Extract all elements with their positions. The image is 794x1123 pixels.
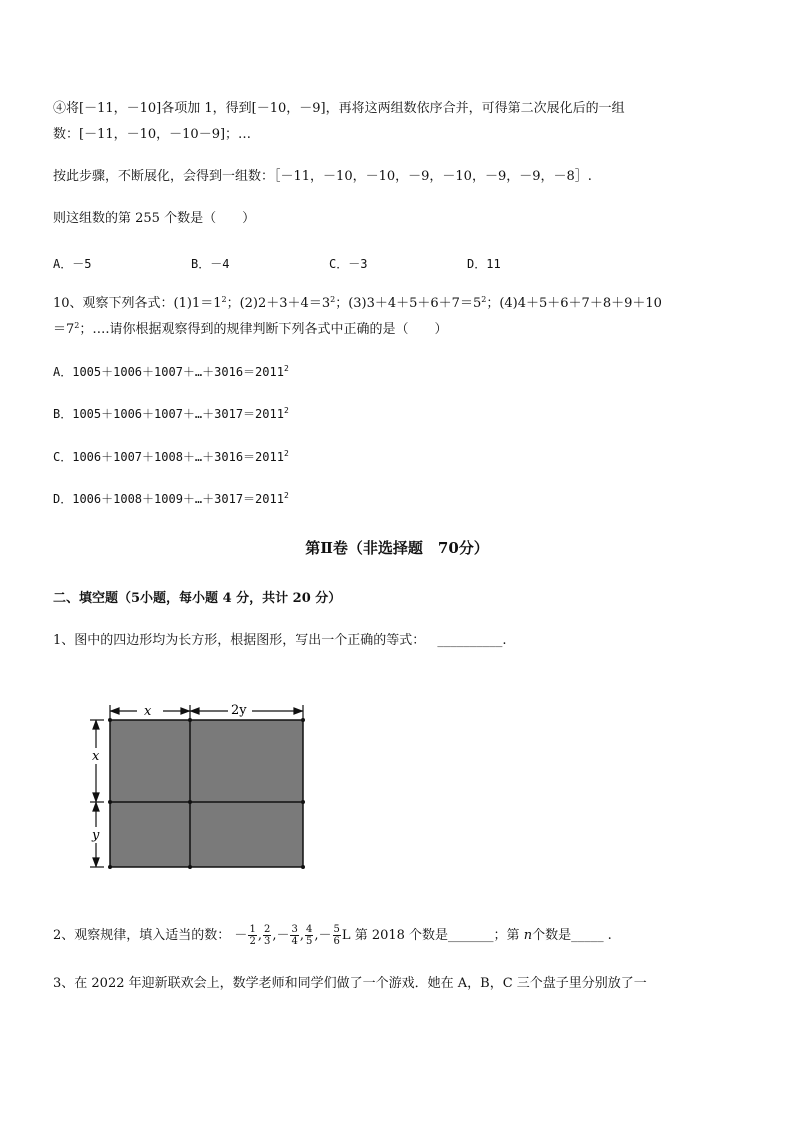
fill-question-2 [53, 924, 612, 947]
fill-question-1 [53, 632, 507, 650]
q9-option-c: C．－3 [329, 257, 368, 271]
fq2-blank-1: _______ [448, 928, 494, 943]
left-dimension-arrows [90, 720, 104, 867]
label-2y-top: 2y [231, 703, 247, 718]
fill-question-3: 3、在 2022 年迎新联欢会上，数学老师和同学们做了一个游戏．她在 A，B，C 三个盘子里分别放了一 [53, 976, 647, 991]
q10-option-c: C．$1006+1007+1008+\dots+3016=2011^2$ [53, 449, 289, 464]
q9-line-4: 则这组数的第 255 个数是（ ） [53, 211, 256, 226]
q10-text-a: 10、观察下列各式：(1)1＝1 [53, 296, 222, 311]
label-x-left: x [92, 749, 100, 764]
fraction-3: $\frac{3}{4}$ [291, 924, 298, 947]
fq2-prefix: 2、观察规律，填入适当的数： [53, 928, 231, 943]
q9-option-a: A．－5 [53, 257, 92, 271]
fraction-sequence: － $\frac{1}{2}$ , $\frac{2}{3}$ ,－ $\frac{3}{4}$ , $\frac{4}{5}$ ,－ $\frac{5}{6}$ L [234, 924, 351, 947]
label-x-top: x [144, 704, 152, 719]
q10-text-f: ；….请你根据观察得到的规律判断下列各式中正确的是（ ） [79, 322, 448, 337]
label-y-left: y [92, 828, 100, 843]
fraction-4: $\frac{4}{5}$ [306, 924, 313, 947]
fraction-1: $\frac{1}{2}$ [249, 924, 256, 947]
q10-sup: 2 [330, 295, 336, 304]
section-heading: 二、填空题（5小题，每小题 4 分，共计 20 分） [53, 591, 342, 606]
part-two-title: 第Ⅱ卷（非选择题 70分） [305, 539, 489, 557]
rectangle-figure [80, 695, 320, 875]
q9-line-2: 数：[－11，－10，－10－9]；… [53, 127, 252, 142]
fq1-end: . [502, 633, 507, 648]
figure-rect [110, 720, 303, 867]
fq1-blank: __________ [437, 633, 503, 648]
q9-option-d: D．11 [467, 257, 501, 271]
q10-line-2 [53, 321, 448, 339]
q10-line-1 [53, 295, 662, 313]
fq2-mid1: 第 2018 个数是 [354, 928, 449, 943]
fraction-2: $\frac{2}{3}$ [263, 924, 271, 947]
q9-option-b: B．－4 [191, 257, 230, 271]
q10-text-e: ＝7 [53, 322, 75, 337]
fq2-blank-2: _____ [571, 928, 604, 943]
q10-sup: 2 [221, 295, 227, 304]
fq2-mid2: ；第 [493, 928, 520, 943]
q9-line-3: 按此步骤，不断展化，会得到一组数：［－11，－10，－10，－9，－10，－9，－9，－8］. [53, 169, 592, 184]
q10-sup: 2 [481, 295, 487, 304]
fq2-mid3: 个数是 [532, 928, 572, 943]
q10-text-c: ；(3)3＋4＋5＋6＋7＝5 [335, 296, 482, 311]
fq2-end: . [607, 928, 612, 943]
q10-sup: 2 [74, 321, 80, 330]
q9-line-1: ④将[－11，－10]各项加 1，得到[－10，－9]，再将这两组数依序合并，可得第二次展化后的一组 [53, 101, 625, 116]
q10-text-b: ；(2)2＋3＋4＝3 [226, 296, 331, 311]
q10-option-a: A．$1005+1006+1007+\dots+3016=2011^2$ [53, 364, 289, 379]
q10-text-d: ；(4)4＋5＋6＋7＋8＋9＋10 [486, 296, 662, 311]
q10-option-d: D．$1006+1008+1009+\dots+3017=2011^2$ [53, 491, 289, 506]
fraction-5: $\frac{5}{6}$ [333, 924, 340, 947]
fq1-text: 1、图中的四边形均为长方形，根据图形，写出一个正确的等式： [53, 633, 426, 648]
q10-option-b: B．$1005+1006+1007+\dots+3017=2011^2$ [53, 406, 289, 421]
fq2-n: n [523, 928, 533, 943]
